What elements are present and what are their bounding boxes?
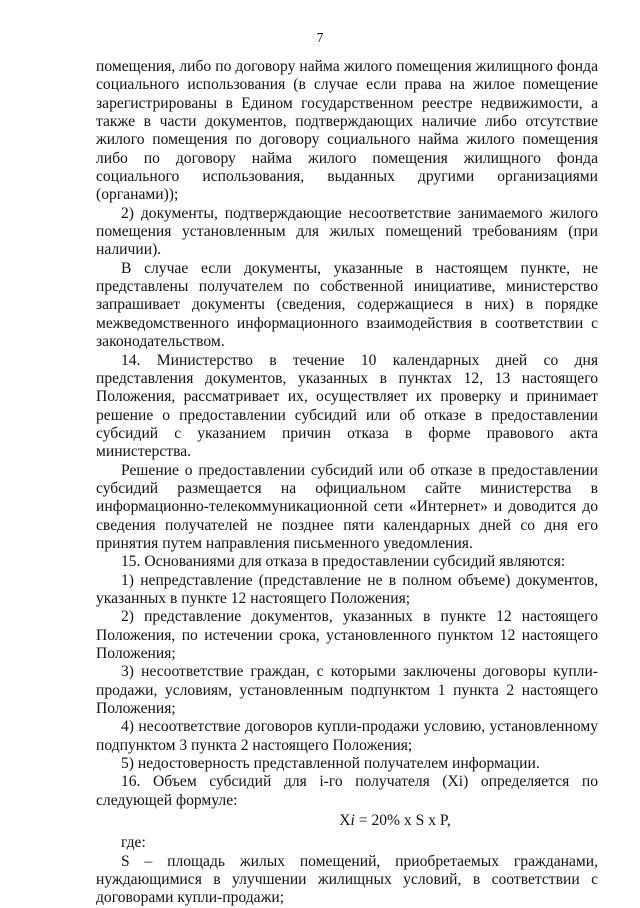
- paragraph-continuation: помещения, либо по договору найма жилого помещения жилищного фонда социального использования (в случае если права на жилое помещение зарегистрированы в Едином государственном реестре недвижимости, а также в части документов, подтверждающих наличие либо отсутствие жилого помещения по договору социального найма жилого помещения либо по договору найма жилого помещения жилищного фонда социального использования, выданных другими организациями (органами));: [96, 58, 598, 204]
- formula-x: X: [339, 812, 351, 830]
- paragraph-15-item-1: 1) непредставление (представление не в полном объеме) документов, указанных в пункте 12 настоящего Положения;: [96, 571, 598, 607]
- paragraph-15-item-4: 4) несоответствие договоров купли-продажи условию, установленному подпунктом 3 пункта 2 настоящего Положения;: [96, 718, 598, 754]
- paragraph-interagency-request: В случае если документы, указанные в настоящем пункте, не представлены получателем по собственной инициативе, министерство запрашивает документы (сведения, содержащиеся в них) в порядке межведомственного информационного взаимодействия в соответствии с законодательством.: [96, 259, 598, 351]
- paragraph-14: 14. Министерство в течение 10 календарных дней со дня представления документов, указанных в пунктах 12, 13 настоящего Положения, рассматривает их, осуществляет их проверку и принимает решение о предоставлении субсидий или об отказе в предоставлении субсидий с указанием причин отказа в форме правового акта министерства.: [96, 351, 598, 461]
- document-body: [96, 58, 598, 908]
- paragraph-decision-publication: Решение о предоставлении субсидий или об отказе в предоставлении субсидий размещается на официальном сайте министерства в информационно-телекоммуникационной сети «Интернет» и доводится до сведения получателей не позднее пяти календарных дней со дня его принятия путем направления письменного уведомления.: [96, 461, 598, 552]
- paragraph-15: 15. Основаниями для отказа в предоставлении субсидий являются:: [121, 553, 566, 571]
- paragraph-definition-s: S – площадь жилых помещений, приобретаемых гражданами, нуждающимися в улучшении жилищных условий, в соответствии с договорами купли-продажи;: [96, 852, 598, 907]
- paragraph-15-item-5: 5) недостоверность представленной получателем информации.: [121, 755, 540, 773]
- paragraph-15-item-2: 2) представление документов, указанных в пункте 12 настоящего Положения, по истечении срока, установленного пунктом 12 настоящего Положения;: [96, 608, 598, 662]
- paragraph-15-item-3: 3) несоответствие граждан, с которыми заключены договоры купли-продажи, условиям, установленным подпунктом 1 пункта 2 настоящего Положения;: [96, 663, 598, 718]
- subsidy-formula: [96, 812, 598, 830]
- paragraph-item-2-documents: 2) документы, подтверждающие несоответствие занимаемого жилого помещения установленным для жилых помещений требованиям (при наличии).: [96, 204, 598, 259]
- formula-index: i: [350, 812, 355, 830]
- paragraph-16: 16. Объем субсидий для i-го получателя (Xi) определяется по следующей формуле:: [96, 773, 598, 809]
- page-number: 7: [316, 30, 324, 45]
- formula-rest: = 20% x S x P,: [354, 812, 451, 830]
- paragraph-where: где:: [121, 834, 146, 852]
